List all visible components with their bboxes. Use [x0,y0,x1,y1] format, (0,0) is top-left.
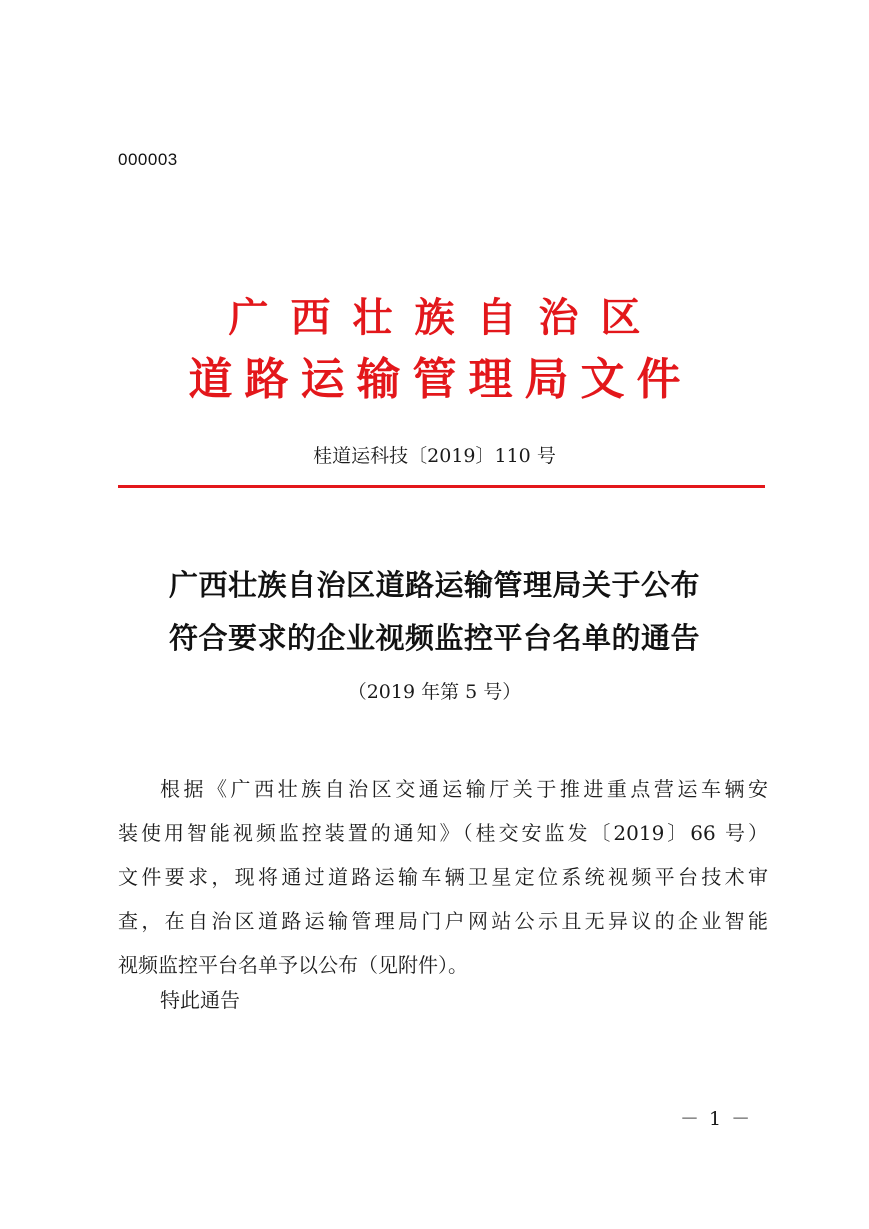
body-paragraph [118,767,768,987]
page-number: － 1 － [680,1108,753,1130]
file-reference-number: 桂道运科技〔2019〕110 号 [313,445,556,467]
body-line: 文件要求，现将通过道路运输车辆卫星定位系统视频平台技术审 [118,865,768,889]
body-line: 查，在自治区道路运输管理局门户网站公示且无异议的企业智能 [118,909,768,933]
closing-statement: 特此通告 [160,988,240,1012]
document-serial-number: 000003 [118,150,178,169]
body-line: 视频监控平台名单予以公布（见附件）。 [118,953,468,977]
issuer-name-line-2: 道路运输管理局文件 [188,354,693,405]
issuer-name-line-1: 广西壮族自治区 [228,294,663,341]
red-header-divider [118,485,765,488]
issue-number: （2019 年第 5 号） [347,681,522,703]
document-title-line-2: 符合要求的企业视频监控平台名单的通告 [168,621,700,655]
body-line: 根据《广西壮族自治区交通运输厅关于推进重点营运车辆安 [160,777,768,801]
document-title-line-1: 广西壮族自治区道路运输管理局关于公布 [168,568,700,602]
body-line: 装使用智能视频监控装置的通知》（桂交安监发〔2019〕66 号） [118,821,768,845]
